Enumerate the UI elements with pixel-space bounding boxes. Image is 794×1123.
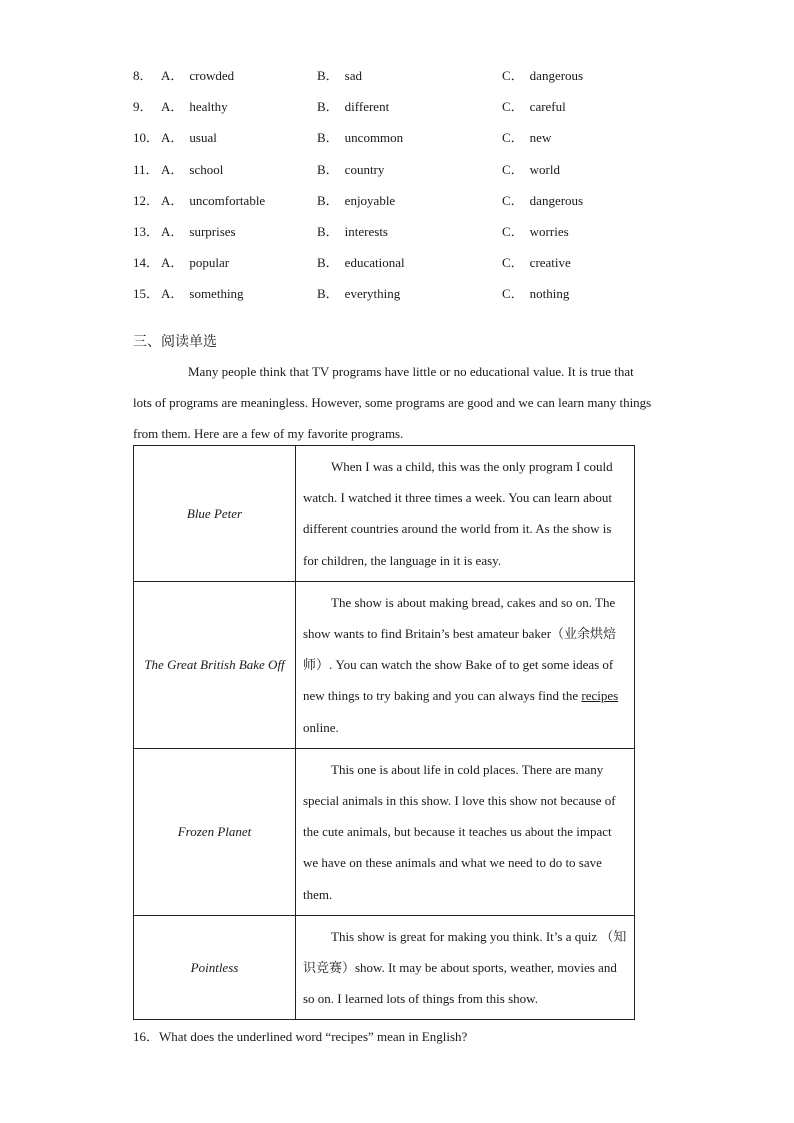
option-text: nothing: [529, 286, 570, 302]
option-letter: C．: [502, 192, 524, 208]
option-text: country: [344, 161, 385, 177]
option-letter: B．: [317, 161, 339, 177]
option-a: [161, 190, 265, 212]
option-text: uncommon: [344, 130, 404, 146]
option-letter: C．: [502, 130, 524, 146]
option-letter: A．: [161, 255, 184, 271]
option-letter: C．: [502, 223, 524, 239]
option-letter: B．: [317, 255, 339, 271]
option-a: [161, 159, 223, 181]
option-b: [317, 190, 395, 212]
table-row: [134, 581, 635, 748]
program-description: [296, 581, 635, 748]
option-letter: B．: [317, 223, 339, 239]
option-c: [502, 96, 566, 118]
option-a: [161, 96, 228, 118]
table-row: [134, 915, 635, 1020]
program-description: [296, 915, 635, 1020]
description-text-after: online.: [303, 719, 339, 735]
question-number: 12．: [133, 192, 160, 208]
program-name: The Great British Bake Off: [134, 581, 296, 748]
table-row: [134, 446, 635, 582]
option-letter: C．: [502, 99, 524, 115]
option-c: [502, 221, 569, 243]
option-letter: A．: [161, 223, 184, 239]
section-title: 三、阅读单选: [133, 334, 217, 350]
option-c: [502, 65, 583, 87]
option-text: different: [344, 99, 390, 115]
option-text: crowded: [189, 68, 235, 83]
option-text: surprises: [189, 223, 236, 239]
option-text: new: [529, 130, 552, 146]
option-c: [502, 159, 560, 181]
option-b: [317, 65, 362, 87]
programs-table: [133, 445, 635, 1020]
option-letter: A．: [161, 130, 184, 146]
option-row: [133, 283, 693, 314]
option-text: usual: [189, 130, 217, 146]
option-text: everything: [344, 286, 401, 302]
option-b: [317, 127, 403, 149]
option-letter: A．: [161, 99, 184, 115]
question-number: 14．: [133, 255, 160, 271]
option-text: careful: [529, 99, 566, 115]
option-text: something: [189, 286, 244, 302]
description-text-before: The show is about making bread, cakes and so on. The show wants to find Britain’s best amateur baker（业余烘焙师）. You can watch the show Bake of to get some ideas of new things to try baking and you can always find the: [303, 594, 617, 704]
option-text: dangerous: [529, 192, 584, 208]
question-number: 15．: [133, 286, 160, 302]
option-c: [502, 252, 571, 274]
question-number: 11．: [133, 161, 159, 177]
option-letter: C．: [502, 68, 524, 83]
option-row: [133, 190, 693, 221]
option-letter: B．: [317, 130, 339, 146]
option-letter: B．: [317, 68, 339, 83]
option-row: [133, 65, 693, 96]
option-a: [161, 283, 244, 305]
table-row: [134, 748, 635, 915]
option-c: [502, 283, 569, 305]
description-text: This one is about life in cold places. There are many special animals in this show. I love this show not because of the cute animals, but because it teaches us about the impact we have on these animals and what we need to do to save them.: [303, 761, 616, 902]
option-b: [317, 159, 384, 181]
question-number: 9．: [133, 99, 153, 115]
option-c: [502, 127, 551, 149]
option-text: creative: [529, 255, 571, 271]
option-text: healthy: [189, 99, 228, 115]
option-text: school: [189, 161, 224, 177]
option-row: [133, 127, 693, 158]
description-text: [303, 587, 627, 743]
option-letter: A．: [161, 286, 184, 302]
option-row: [133, 159, 693, 190]
option-b: [317, 252, 405, 274]
option-letter: A．: [161, 68, 184, 83]
option-text: popular: [189, 255, 230, 271]
program-description: [296, 748, 635, 915]
option-row: [133, 96, 693, 127]
description-text: When I was a child, this was the only program I could watch. I watched it three times a week. You can learn about different countries around the world from it. As the show is for children, the language in it is easy.: [303, 459, 613, 568]
option-text: enjoyable: [344, 192, 396, 208]
program-name: Pointless: [134, 915, 296, 1020]
option-letter: C．: [502, 286, 524, 302]
option-a: [161, 127, 217, 149]
option-b: [317, 221, 388, 243]
option-letter: B．: [317, 99, 339, 115]
description-text: This show is great for making you think. It’s a quiz （知识竞赛）show. It may be about sports, weather, movies and so on. I learned lots of things from this show.: [303, 928, 627, 1007]
question-number: 8．: [133, 68, 153, 83]
passage-intro: Many people think that TV programs have little or no educational value. It is true that lots of programs are meaningless. However, some programs are good and we can learn many things from them. Here are a few of my favorite programs.: [133, 364, 652, 442]
option-a: [161, 252, 229, 274]
option-letter: A．: [161, 161, 184, 177]
option-a: [161, 221, 236, 243]
option-text: sad: [344, 68, 363, 83]
option-text: uncomfortable: [189, 192, 266, 208]
option-text: interests: [344, 223, 388, 239]
option-a: [161, 65, 234, 87]
option-row: [133, 221, 693, 252]
option-letter: A．: [161, 192, 184, 208]
program-name: Frozen Planet: [134, 748, 296, 915]
option-letter: C．: [502, 161, 524, 177]
question-number: 10．: [133, 130, 160, 146]
option-letter: C．: [502, 255, 524, 271]
option-letter: B．: [317, 192, 339, 208]
option-c: [502, 190, 583, 212]
option-row: [133, 252, 693, 283]
question-16: 16．What does the underlined word “recipes” mean in English?: [133, 1029, 468, 1044]
answer-options: [133, 65, 693, 315]
option-b: [317, 283, 400, 305]
program-description: [296, 446, 635, 582]
option-text: world: [529, 161, 561, 177]
underlined-word: recipes: [581, 688, 619, 704]
option-b: [317, 96, 389, 118]
option-text: worries: [529, 223, 569, 239]
option-letter: B．: [317, 286, 339, 302]
question-number: 13．: [133, 223, 160, 239]
option-text: educational: [344, 255, 405, 271]
program-name: Blue Peter: [134, 446, 296, 582]
option-text: dangerous: [529, 68, 584, 83]
